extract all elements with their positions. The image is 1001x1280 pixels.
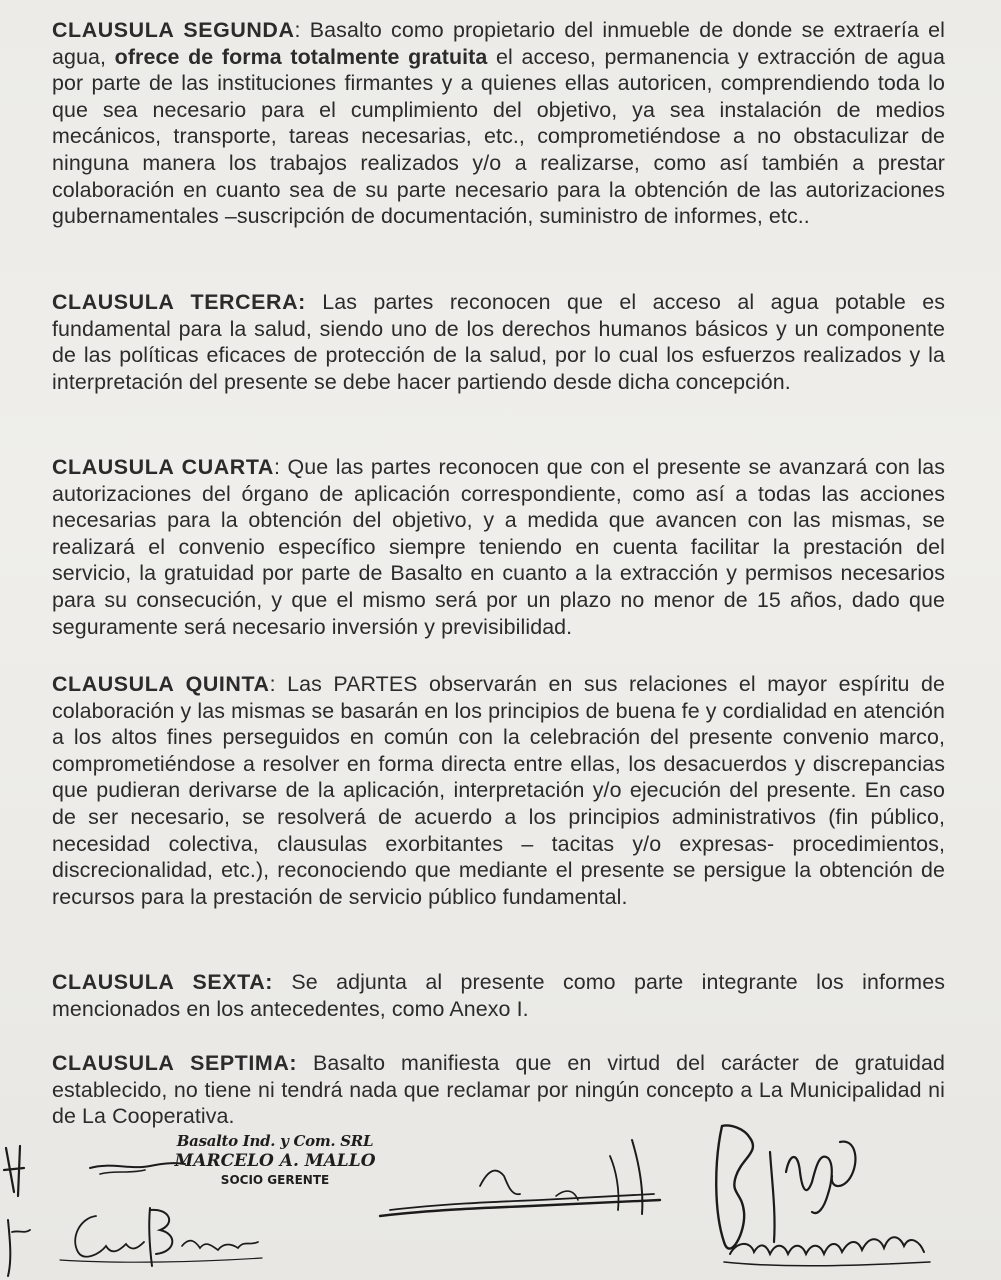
clause-segunda — [52, 17, 945, 230]
clause-text: : Que las partes reconocen que con el presente se avanzará con las autorizaciones del órgano de aplicación correspondiente, como así a todas las acciones necesarias para la obtención del objetivo, y a medida que avancen con las mismas, se realizará el convenio específico siempre teniendo en cuenta facilitar la prestación del servicio, la gratuidad por parte de Basalto en cuanto a la extracción y permisos necesarios para su consecución, y que el mismo será por un plazo no menor de 15 años, dado que seguramente será necesario inversión y previsibilidad. — [52, 455, 945, 639]
clause-text: Las partes reconocen que el acceso al agua potable es fundamental para la salud, siendo uno de los derechos humanos básicos y un componente de las políticas eficaces de protección de la salud, por lo cual los esfuerzos realizados y la interpretación del presente se debe hacer partiendo desde dicha concepción. — [52, 290, 945, 394]
clause-text: : Basalto como propietario del inmueble de donde se extraería el agua, — [52, 18, 946, 69]
clause-text: Basalto manifiesta que en virtud del carácter de gratuidad establecido, no tiene ni tendrá nada que reclamar por ningún concepto a La Municipalidad ni de La Cooperativa. — [52, 1051, 945, 1129]
stamp-company: Basalto Ind. y Com. SRL — [176, 1132, 374, 1150]
clause-quinta — [52, 671, 945, 910]
clause-sexta — [52, 969, 945, 1022]
stamp-role: SOCIO GERENTE — [220, 1173, 330, 1187]
clause-text: Se adjunta al presente como parte integrante los informes mencionados en los antecedentes, como Anexo I. — [52, 970, 945, 1021]
clause-emphasis: ofrece de forma totalmente gratuita — [114, 44, 488, 69]
clause-heading: CLAUSULA SEGUNDA — [52, 18, 295, 42]
clause-heading: CLAUSULA SEPTIMA: — [52, 1051, 298, 1075]
signature-left-lower — [0, 1190, 270, 1280]
signature-middle — [370, 1130, 670, 1240]
company-stamp — [160, 1132, 390, 1187]
clause-text: el acceso, permanencia y extracción de agua por parte de las instituciones firmantes y a quienes ellas autoricen, comprendiendo toda lo que sea necesario para el cumplimiento del objetivo, ya sea instalación de medios mecánicos, transporte, tareas necesarias, etc., comprometiéndose a no obstaculizar de ninguna manera los trabajos realizados y/o a realizarse, como así también a prestar colaboración en cuanto sea de su parte necesario para la obtención de las autorizaciones gubernamentales –suscripción de documentación, suministro de informes, etc.. — [52, 44, 945, 229]
clause-tercera — [52, 289, 945, 395]
clause-heading: CLAUSULA SEXTA: — [52, 970, 273, 994]
signature-right — [700, 1112, 940, 1280]
clause-heading: CLAUSULA QUINTA — [52, 672, 270, 696]
clause-text: : Las PARTES observarán en sus relaciones el mayor espíritu de colaboración y las mismas se basarán en los principios de buena fe y cordialidad en atención a los altos fines perseguidos en común con la celebración del presente convenio marco, comprometiéndose a resolver en forma directa entre ellas, los desacuerdos y discrepancias que pudieran derivarse de la aplicación, interpretación y/o ejecución del presente. En caso de ser necesario, se resolverá de acuerdo a los principios administrativos (fin público, necesidad colectiva, clausulas exorbitantes – tacitas y/o expresas- procedimientos, discrecionalidad, etc.), reconociendo que mediante el presente se persigue la obtención de recursos para la prestación de servicio público fundamental. — [52, 672, 945, 909]
clause-heading: CLAUSULA TERCERA: — [52, 290, 306, 314]
stamp-name: MARCELO A. MALLO — [174, 1151, 376, 1171]
clause-heading: CLAUSULA CUARTA — [52, 455, 274, 479]
clause-cuarta — [52, 454, 945, 640]
